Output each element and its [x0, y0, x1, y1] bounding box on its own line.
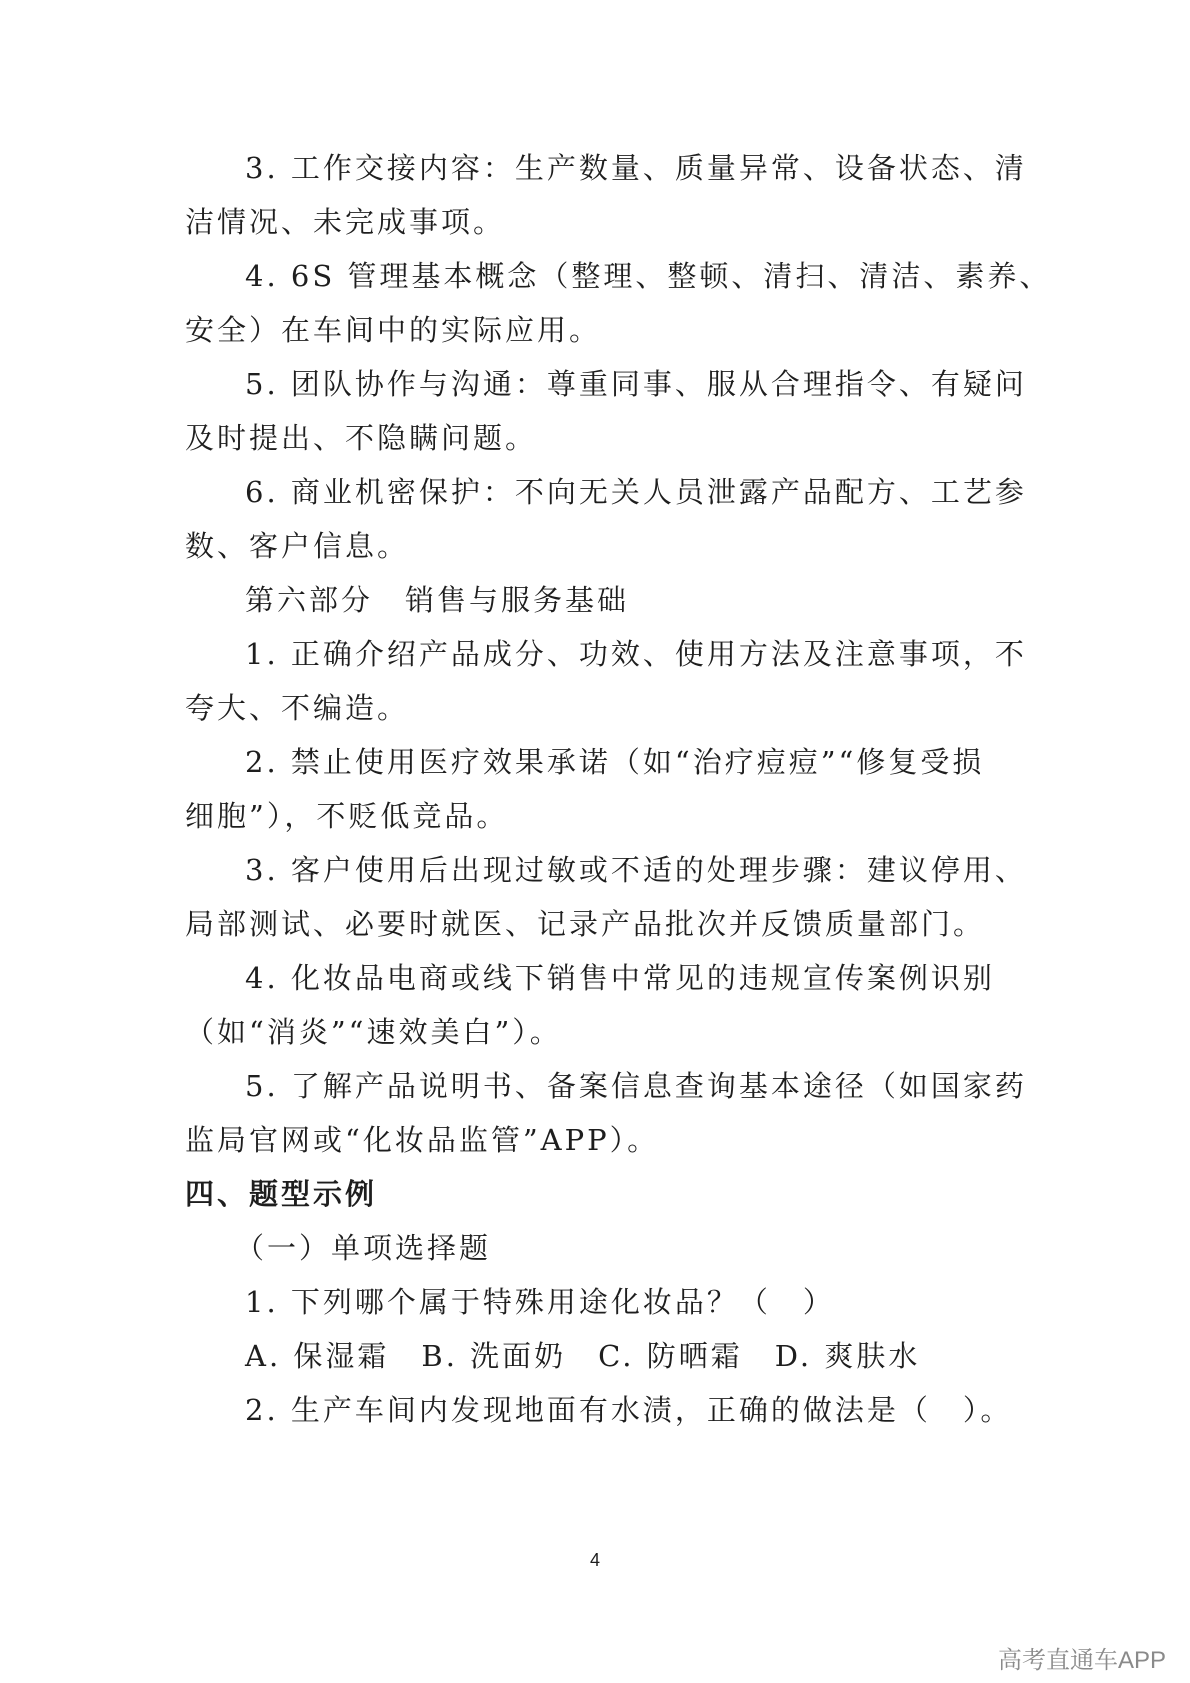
paragraph-line: 4. 化妆品电商或线下销售中常见的违规宣传案例识别: [245, 961, 995, 995]
paragraph-line: 5. 了解产品说明书、备案信息查询基本途径（如国家药: [245, 1069, 1027, 1103]
paragraph-line: 5. 团队协作与沟通：尊重同事、服从合理指令、有疑问: [245, 367, 1027, 401]
paragraph-line: 数、客户信息。: [185, 529, 410, 563]
page-number: 4: [589, 1550, 600, 1570]
section-heading: 第六部分 销售与服务基础: [245, 583, 630, 617]
paragraph-line: 1. 正确介绍产品成分、功效、使用方法及注意事项，不: [245, 637, 1027, 671]
paragraph-line: 2. 禁止使用医疗效果承诺（如“治疗痘痘”“修复受损: [245, 745, 985, 779]
question-line: 2. 生产车间内发现地面有水渍，正确的做法是（ ）。: [245, 1393, 1013, 1427]
paragraph-line: 监局官网或“化妆品监管”APP）。: [185, 1123, 660, 1157]
paragraph-line: 4. 6S 管理基本概念（整理、整顿、清扫、清洁、素养、: [245, 259, 1052, 293]
subsection-heading: （一）单项选择题: [235, 1231, 492, 1265]
paragraph-line: 及时提出、不隐瞒问题。: [185, 421, 538, 455]
watermark: 高考直通车APP: [997, 1647, 1166, 1674]
paragraph-line: 局部测试、必要时就医、记录产品批次并反馈质量部门。: [185, 907, 986, 941]
options-line: A. 保湿霜 B. 洗面奶 C. 防晒霜 D. 爽肤水: [245, 1339, 921, 1373]
question-line: 1. 下列哪个属于特殊用途化妆品？（ ）: [245, 1285, 835, 1319]
paragraph-line: 3. 工作交接内容：生产数量、质量异常、设备状态、清: [245, 151, 1027, 185]
paragraph-line: 洁情况、未完成事项。: [185, 205, 506, 239]
paragraph-line: 夸大、不编造。: [185, 691, 410, 725]
paragraph-line: 细胞”），不贬低竞品。: [185, 799, 509, 833]
paragraph-line: 3. 客户使用后出现过敏或不适的处理步骤：建议停用、: [245, 853, 1027, 887]
paragraph-line: （如“消炎”“速效美白”）。: [185, 1015, 562, 1049]
paragraph-line: 安全）在车间中的实际应用。: [185, 313, 602, 347]
chapter-heading: 四、题型示例: [185, 1177, 378, 1211]
paragraph-line: 6. 商业机密保护：不向无关人员泄露产品配方、工艺参: [245, 475, 1027, 509]
